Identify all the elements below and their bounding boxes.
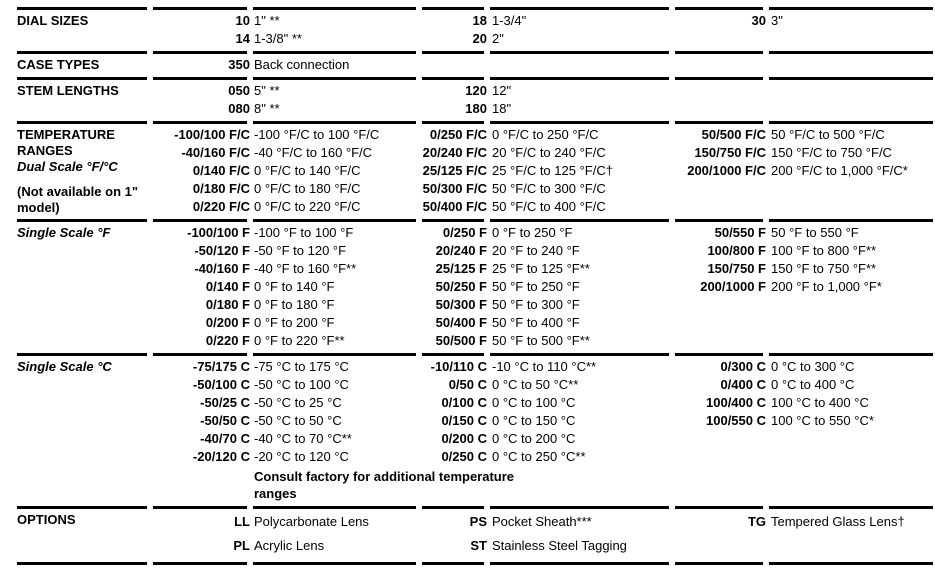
divider-segment <box>17 219 147 222</box>
table-row <box>150 314 933 332</box>
spec-code: 0/220 F/C <box>192 199 250 214</box>
spec-code: -100/100 F <box>187 225 250 240</box>
divider-segment <box>17 7 147 10</box>
section-divider <box>17 7 933 10</box>
spec-code: 0/250 F/C <box>429 127 487 142</box>
spec-description: -100 °F/C to 100 °F/C <box>254 127 380 142</box>
spec-description: 100 °F to 800 °F** <box>771 243 877 258</box>
spec-description: 0 °C to 400 °C <box>771 377 855 392</box>
table-row <box>150 278 933 296</box>
spec-description <box>766 332 933 350</box>
spec-code: 0/220 F <box>205 333 250 348</box>
spec-code: 0/140 F/C <box>192 163 250 178</box>
divider-segment <box>490 77 669 80</box>
spec-code: 50/550 F <box>714 225 766 240</box>
spec-code: 20/240 F/C <box>422 145 487 160</box>
table-row <box>150 180 933 198</box>
table-row <box>150 224 933 242</box>
section-divider <box>17 219 933 222</box>
spec-description: -50 °C to 50 °C <box>254 413 342 428</box>
spec-code <box>672 314 766 332</box>
spec-description: -40 °F/C to 160 °F/C <box>254 145 373 160</box>
table-row <box>150 198 933 216</box>
spec-description <box>766 30 933 48</box>
table-row <box>150 332 933 350</box>
divider-segment <box>422 506 484 509</box>
divider-segment <box>153 562 247 565</box>
divider-segment <box>253 506 416 509</box>
spec-description <box>766 180 933 198</box>
divider-segment <box>253 7 416 10</box>
spec-description: -75 °C to 175 °C <box>254 359 349 374</box>
spec-section <box>17 222 933 353</box>
spec-description: 50 °F to 550 °F <box>771 225 859 240</box>
spec-code <box>672 430 766 448</box>
divider-segment <box>17 562 147 565</box>
section-subtitle: Dual Scale °F/°C <box>17 159 118 174</box>
spec-code: 0/100 C <box>441 395 487 410</box>
section-title: CASE TYPES <box>17 57 100 72</box>
table-row <box>150 30 933 48</box>
spec-code: ST <box>470 538 487 553</box>
spec-description <box>487 56 672 74</box>
table-row <box>150 511 933 535</box>
spec-code: 0/50 C <box>448 377 487 392</box>
spec-code: 0/180 F/C <box>192 181 250 196</box>
spec-description: Pocket Sheath*** <box>492 514 592 529</box>
spec-code: 200/1000 F/C <box>687 163 766 178</box>
spec-description: 50 °F to 500 °F** <box>492 333 590 348</box>
spec-description: 2" <box>492 31 504 46</box>
divider-segment <box>17 77 147 80</box>
spec-description: 50 °F to 400 °F <box>492 315 580 330</box>
spec-description: 1" ** <box>254 13 280 28</box>
spec-code <box>672 100 766 118</box>
section-rows <box>150 56 933 74</box>
spec-description: 0 °F/C to 180 °F/C <box>254 181 361 196</box>
divider-segment <box>17 121 147 124</box>
table-row <box>150 296 933 314</box>
spec-section <box>17 124 933 219</box>
spec-description: 0 °F to 220 °F** <box>254 333 345 348</box>
table-row <box>150 242 933 260</box>
spec-description <box>766 430 933 448</box>
divider-segment <box>153 219 247 222</box>
spec-section <box>17 10 933 51</box>
spec-code: 14 <box>235 31 250 46</box>
spec-description: -50 °F to 120 °F <box>254 243 347 258</box>
divider-segment <box>253 77 416 80</box>
spec-description: 100 °C to 400 °C <box>771 395 869 410</box>
table-row <box>150 82 933 100</box>
spec-description: 50 °F/C to 500 °F/C <box>771 127 885 142</box>
spec-description <box>766 56 933 74</box>
divider-segment <box>675 51 763 54</box>
factory-note: Consult factory for additional temperature ranges <box>254 469 515 501</box>
spec-description: 0 °C to 150 °C <box>492 413 576 428</box>
divider-segment <box>153 51 247 54</box>
spec-section <box>17 356 933 506</box>
divider-segment <box>490 506 669 509</box>
table-row <box>150 466 933 503</box>
spec-code <box>419 56 487 74</box>
spec-code: -40/160 F/C <box>181 145 250 160</box>
section-title: STEM LENGTHS <box>17 83 119 98</box>
divider-segment <box>422 77 484 80</box>
section-rows <box>150 12 933 48</box>
section-label <box>17 511 150 559</box>
spec-section <box>17 509 933 562</box>
spec-description: Acrylic Lens <box>254 538 325 553</box>
divider-segment <box>153 353 247 356</box>
divider-segment <box>490 7 669 10</box>
spec-section <box>17 80 933 121</box>
section-title: TEMPERATURE RANGES <box>17 127 115 158</box>
spec-description: -100 °F to 100 °F <box>254 225 354 240</box>
spec-code <box>672 180 766 198</box>
spec-description: 150 °F to 750 °F** <box>771 261 877 276</box>
spec-description: -40 °F to 160 °F** <box>254 261 357 276</box>
spec-code <box>672 296 766 314</box>
divider-segment <box>675 353 763 356</box>
section-label <box>17 358 150 503</box>
spec-description: -40 °C to 70 °C** <box>254 431 352 446</box>
divider-segment <box>422 7 484 10</box>
spec-code: 0/180 F <box>205 297 250 312</box>
spec-description <box>766 448 933 466</box>
spec-code: 150/750 F <box>707 261 766 276</box>
divider-segment <box>153 77 247 80</box>
divider-segment <box>769 506 933 509</box>
spec-code: 150/750 F/C <box>694 145 766 160</box>
spec-description <box>766 535 933 559</box>
spec-description: 50 °F to 300 °F <box>492 297 580 312</box>
spec-description: 0 °C to 50 °C** <box>492 377 579 392</box>
spec-code: LL <box>234 514 250 529</box>
section-title: DIAL SIZES <box>17 13 89 28</box>
spec-description: 18" <box>492 101 512 116</box>
divider-segment <box>253 51 416 54</box>
spec-code: 200/1000 F <box>700 279 766 294</box>
divider-segment <box>675 562 763 565</box>
spec-code: -50/100 C <box>192 377 250 392</box>
section-rows <box>150 82 933 118</box>
spec-code: PS <box>469 514 487 529</box>
divider-segment <box>769 121 933 124</box>
section-divider <box>17 51 933 54</box>
spacer <box>150 466 250 503</box>
spec-code: 0/300 C <box>720 359 766 374</box>
divider-segment <box>769 219 933 222</box>
table-row <box>150 260 933 278</box>
divider-segment <box>422 219 484 222</box>
spec-description: 0 °C to 250 °C** <box>492 449 586 464</box>
spec-code: 50/300 F <box>435 297 487 312</box>
spec-description: Back connection <box>254 57 350 72</box>
spec-description: 0 °F/C to 140 °F/C <box>254 163 361 178</box>
spec-description: 20 °F/C to 240 °F/C <box>492 145 606 160</box>
section-divider <box>17 121 933 124</box>
spec-description: 0 °F to 250 °F <box>492 225 573 240</box>
spec-description: -20 °C to 120 °C <box>254 449 349 464</box>
spec-code: -10/110 C <box>430 359 487 374</box>
divider-segment <box>490 562 669 565</box>
divider-segment <box>17 506 147 509</box>
spec-description: 0 °F/C to 250 °F/C <box>492 127 599 142</box>
divider-segment <box>675 506 763 509</box>
divider-segment <box>422 353 484 356</box>
spec-code: 050 <box>228 83 250 98</box>
spec-section <box>17 54 933 77</box>
section-divider <box>17 506 933 509</box>
spec-code: 50/400 F/C <box>422 199 487 214</box>
spec-description: 12" <box>492 83 512 98</box>
table-row <box>150 56 933 74</box>
spec-code: 0/250 C <box>441 449 487 464</box>
spec-code <box>672 198 766 216</box>
spec-description: 8" ** <box>254 101 280 116</box>
divider-segment <box>490 121 669 124</box>
table-row <box>150 535 933 559</box>
section-rows <box>150 126 933 216</box>
section-divider <box>17 77 933 80</box>
spec-code: 0/140 F <box>205 279 250 294</box>
section-note: (Not available on 1" model) <box>17 184 139 215</box>
spec-description: Tempered Glass Lens† <box>771 514 905 529</box>
divider-segment <box>675 219 763 222</box>
section-title: OPTIONS <box>17 512 76 527</box>
spec-code: 25/125 F <box>435 261 487 276</box>
spec-description: 25 °F/C to 125 °F/C† <box>492 163 613 178</box>
divider-segment <box>422 562 484 565</box>
spec-description: 50 °F to 250 °F <box>492 279 580 294</box>
spec-description: 150 °F/C to 750 °F/C <box>771 145 892 160</box>
divider-segment <box>17 353 147 356</box>
spec-description: 0 °F to 140 °F <box>254 279 335 294</box>
spec-description: 0 °C to 100 °C <box>492 395 576 410</box>
section-rows <box>150 224 933 350</box>
divider-segment <box>490 219 669 222</box>
spec-description <box>766 82 933 100</box>
divider-segment <box>675 121 763 124</box>
spec-code: 180 <box>465 101 487 116</box>
section-divider <box>17 353 933 356</box>
spec-code <box>672 30 766 48</box>
spec-description: 3" <box>771 13 783 28</box>
divider-segment <box>253 121 416 124</box>
spec-code: 080 <box>228 101 250 116</box>
table-row <box>150 430 933 448</box>
spec-description: 200 °F/C to 1,000 °F/C* <box>771 163 908 178</box>
spec-code: 0/150 C <box>441 413 487 428</box>
spec-code: 50/500 F <box>435 333 487 348</box>
spec-description <box>766 100 933 118</box>
divider-segment <box>153 506 247 509</box>
divider-segment <box>769 7 933 10</box>
spec-description: 0 °C to 200 °C <box>492 431 576 446</box>
spec-code: 100/800 F <box>707 243 766 258</box>
spec-description: 0 °F to 180 °F <box>254 297 335 312</box>
spec-code: PL <box>233 538 250 553</box>
section-subtitle: Single Scale °C <box>17 359 112 374</box>
spec-description: 50 °F/C to 300 °F/C <box>492 181 606 196</box>
divider-segment <box>253 353 416 356</box>
spec-code: -50/50 C <box>200 413 250 428</box>
spec-description: 0 °F/C to 220 °F/C <box>254 199 361 214</box>
spec-code: -20/120 C <box>192 449 250 464</box>
spec-code: 18 <box>472 13 487 28</box>
section-label <box>17 82 150 118</box>
divider-segment <box>769 562 933 565</box>
spec-code: -50/25 C <box>200 395 250 410</box>
spec-code <box>672 56 766 74</box>
spec-code: -100/100 F/C <box>174 127 250 142</box>
spec-code: 10 <box>235 13 250 28</box>
spec-code: -40/160 F <box>194 261 250 276</box>
spec-code: 50/300 F/C <box>422 181 487 196</box>
spec-code: 100/550 C <box>706 413 766 428</box>
section-label <box>17 56 150 74</box>
divider-segment <box>153 121 247 124</box>
spec-description: 0 °C to 300 °C <box>771 359 855 374</box>
section-rows <box>150 511 933 559</box>
spec-code: 100/400 C <box>706 395 766 410</box>
spec-description: 20 °F to 240 °F <box>492 243 580 258</box>
spec-description: -50 °C to 25 °C <box>254 395 342 410</box>
divider-segment <box>490 353 669 356</box>
spec-description: 0 °F to 200 °F <box>254 315 335 330</box>
table-row <box>150 12 933 30</box>
spec-code <box>672 448 766 466</box>
spec-description <box>766 314 933 332</box>
spec-description: Polycarbonate Lens <box>254 514 369 529</box>
section-rows <box>150 358 933 503</box>
spec-code <box>672 332 766 350</box>
table-row <box>150 394 933 412</box>
spec-code: 50/400 F <box>435 315 487 330</box>
spec-code: 120 <box>465 83 487 98</box>
spec-code: 0/200 F <box>205 315 250 330</box>
spec-code: 20 <box>472 31 487 46</box>
spec-description <box>766 296 933 314</box>
spec-description: -10 °C to 110 °C** <box>492 359 597 374</box>
divider-segment <box>490 51 669 54</box>
table-row <box>150 100 933 118</box>
divider-segment <box>422 121 484 124</box>
spec-description <box>766 198 933 216</box>
spec-code <box>672 535 766 559</box>
spec-code: -50/120 F <box>194 243 250 258</box>
spec-code: 0/250 F <box>442 225 487 240</box>
spec-code: 0/200 C <box>441 431 487 446</box>
table-row <box>150 144 933 162</box>
spec-description: 100 °C to 550 °C* <box>771 413 874 428</box>
divider-segment <box>769 77 933 80</box>
table-row <box>150 358 933 376</box>
spec-code: 350 <box>228 57 250 72</box>
section-label <box>17 126 150 216</box>
section-label <box>17 224 150 350</box>
table-row <box>150 412 933 430</box>
divider-segment <box>253 219 416 222</box>
spec-code: 50/250 F <box>435 279 487 294</box>
spec-code: 25/125 F/C <box>422 163 487 178</box>
divider-segment <box>17 51 147 54</box>
divider-segment <box>153 7 247 10</box>
spec-description: 5" ** <box>254 83 280 98</box>
table-row <box>150 126 933 144</box>
spec-code: 30 <box>751 13 766 28</box>
table-row <box>150 448 933 466</box>
divider-segment <box>769 353 933 356</box>
spec-description: 200 °F to 1,000 °F* <box>771 279 882 294</box>
spec-code: TG <box>747 514 766 529</box>
spec-code <box>672 82 766 100</box>
spec-description: Stainless Steel Tagging <box>492 538 627 553</box>
divider-segment <box>675 77 763 80</box>
table-row <box>150 376 933 394</box>
spec-description: 50 °F/C to 400 °F/C <box>492 199 606 214</box>
section-divider <box>17 562 933 565</box>
section-subtitle: Single Scale °F <box>17 225 111 240</box>
spec-code: 50/500 F/C <box>701 127 766 142</box>
spec-code: -40/70 C <box>200 431 250 446</box>
spec-description: -50 °C to 100 °C <box>254 377 349 392</box>
spec-description: 25 °F to 125 °F** <box>492 261 590 276</box>
divider-segment <box>422 51 484 54</box>
spec-code: -75/175 C <box>192 359 250 374</box>
divider-segment <box>769 51 933 54</box>
section-label <box>17 12 150 48</box>
spec-description: 1-3/4" <box>492 13 527 28</box>
divider-segment <box>675 7 763 10</box>
divider-segment <box>253 562 416 565</box>
spec-description: 1-3/8" ** <box>254 31 302 46</box>
spec-code: 20/240 F <box>435 243 487 258</box>
table-row <box>150 162 933 180</box>
spec-code: 0/400 C <box>720 377 766 392</box>
